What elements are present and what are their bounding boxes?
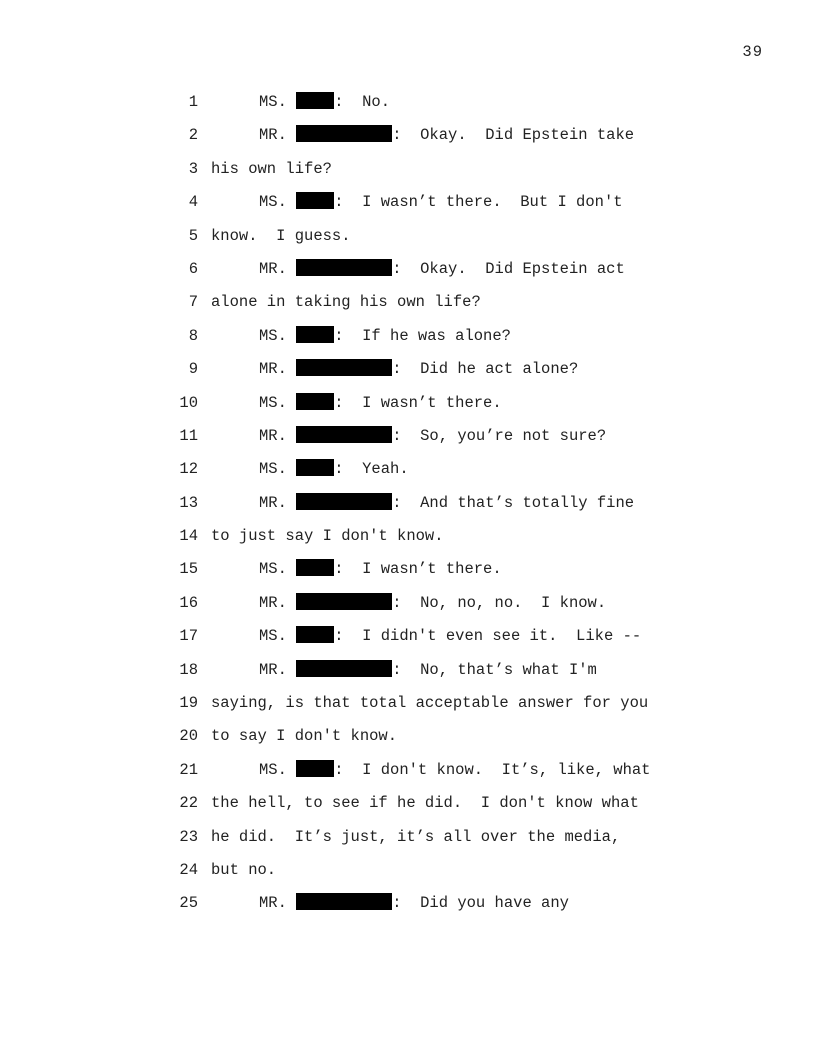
line-text: [259, 320, 511, 353]
spoken-text: : Did he act alone?: [392, 360, 579, 379]
spoken-text: : Okay. Did Epstein act: [392, 259, 625, 278]
transcript-line: [0, 453, 816, 486]
transcript-line: [0, 86, 816, 119]
transcript-line: [0, 320, 816, 353]
transcript-line: [0, 787, 816, 820]
line-text: [259, 587, 606, 620]
transcript-line: [0, 220, 816, 253]
redaction-bar: [296, 125, 392, 142]
line-number: 19: [179, 694, 198, 713]
speaker-title: MR.: [259, 360, 287, 379]
transcript-line: [0, 854, 816, 887]
line-text: [259, 86, 390, 119]
line-number: 12: [179, 460, 198, 479]
transcript-line: [0, 353, 816, 386]
transcript-line: [0, 821, 816, 854]
transcript-line: [0, 420, 816, 453]
line-number: 4: [188, 193, 198, 212]
transcript-line: [0, 654, 816, 687]
line-number: 22: [179, 794, 198, 813]
line-text: [259, 253, 625, 286]
transcript-line: [0, 119, 816, 152]
speaker-title: MR.: [259, 493, 287, 512]
spoken-text: : No, no, no. I know.: [392, 593, 607, 612]
line-number: 16: [179, 593, 198, 612]
transcript-line: [0, 720, 816, 753]
spoken-text: : Did you have any: [392, 894, 569, 913]
line-number: 11: [179, 426, 198, 445]
line-number: 8: [188, 326, 198, 345]
transcript-line: [0, 887, 816, 920]
transcript-line: [0, 620, 816, 653]
speaker-title: MS.: [259, 460, 287, 479]
line-number: 15: [179, 560, 198, 579]
line-text: the hell, to see if he did. I don't know what: [211, 794, 639, 813]
redaction-bar: [296, 660, 392, 677]
line-number: 5: [188, 226, 198, 245]
line-number: 13: [179, 493, 198, 512]
line-text: [259, 487, 634, 520]
line-number: 18: [179, 660, 198, 679]
speaker-title: MR.: [259, 126, 287, 145]
redaction-bar: [296, 393, 334, 410]
redaction-bar: [296, 626, 334, 643]
line-text: [259, 620, 641, 653]
spoken-text: : So, you’re not sure?: [392, 426, 607, 445]
line-number: 6: [188, 259, 198, 278]
speaker-title: MS.: [259, 760, 287, 779]
speaker-title: MR.: [259, 426, 287, 445]
redaction-bar: [296, 493, 392, 510]
line-number: 24: [179, 860, 198, 879]
transcript-line: [0, 186, 816, 219]
line-text: [259, 119, 634, 152]
transcript-line: [0, 754, 816, 787]
speaker-title: MS.: [259, 393, 287, 412]
spoken-text: : If he was alone?: [334, 326, 511, 345]
line-text: [259, 186, 623, 219]
spoken-text: : I don't know. It’s, like, what: [334, 760, 651, 779]
line-text: to just say I don't know.: [211, 527, 444, 546]
line-text: [259, 887, 569, 920]
line-text: his own life?: [211, 159, 332, 178]
line-number: 10: [179, 393, 198, 412]
redaction-bar: [296, 259, 392, 276]
transcript-line: [0, 520, 816, 553]
speaker-title: MS.: [259, 93, 287, 111]
transcript-line: [0, 587, 816, 620]
speaker-title: MR.: [259, 660, 287, 679]
spoken-text: : I didn't even see it. Like --: [334, 627, 642, 646]
redaction-bar: [296, 760, 334, 777]
spoken-text: : Yeah.: [334, 460, 409, 479]
line-number: 21: [179, 760, 198, 779]
line-number: 1: [188, 93, 198, 111]
spoken-text: : No, that’s what I'm: [392, 660, 597, 679]
line-text: [259, 353, 578, 386]
line-number: 23: [179, 827, 198, 846]
redaction-bar: [296, 559, 334, 576]
transcript-line: [0, 387, 816, 420]
line-text: [259, 754, 650, 787]
transcript-line: [0, 553, 816, 586]
line-number: 20: [179, 727, 198, 746]
line-text: [259, 453, 409, 486]
transcript-line: [0, 253, 816, 286]
line-text: alone in taking his own life?: [211, 293, 481, 312]
line-number: 7: [188, 293, 198, 312]
speaker-title: MS.: [259, 560, 287, 579]
line-text: saying, is that total acceptable answer for you: [211, 694, 649, 713]
spoken-text: : I wasn’t there.: [334, 560, 502, 579]
redaction-bar: [296, 92, 334, 109]
line-number: 3: [188, 159, 198, 178]
speaker-title: MS.: [259, 627, 287, 646]
redaction-bar: [296, 426, 392, 443]
line-number: 14: [179, 527, 198, 546]
line-number: 17: [179, 627, 198, 646]
redaction-bar: [296, 593, 392, 610]
transcript-line: [0, 286, 816, 319]
line-text: [259, 553, 502, 586]
line-text: but no.: [211, 860, 277, 879]
line-number: 25: [179, 894, 198, 913]
redaction-bar: [296, 359, 392, 376]
line-text: [259, 387, 502, 420]
line-text: [259, 654, 597, 687]
redaction-bar: [296, 326, 334, 343]
spoken-text: : And that’s totally fine: [392, 493, 635, 512]
speaker-title: MR.: [259, 894, 287, 913]
speaker-title: MR.: [259, 593, 287, 612]
transcript-line: [0, 687, 816, 720]
line-text: to say I don't know.: [211, 727, 398, 746]
line-text: [259, 420, 606, 453]
speaker-title: MR.: [259, 259, 287, 278]
spoken-text: : I wasn’t there.: [334, 393, 502, 412]
transcript-line: [0, 487, 816, 520]
spoken-text: : I wasn’t there. But I don't: [334, 193, 623, 212]
line-number: 9: [188, 360, 198, 379]
speaker-title: MS.: [259, 193, 287, 212]
page-number: 39: [742, 43, 763, 61]
transcript-line: [0, 153, 816, 186]
transcript-body: [0, 86, 816, 921]
line-number: 2: [188, 126, 198, 145]
redaction-bar: [296, 192, 334, 209]
redaction-bar: [296, 893, 392, 910]
redaction-bar: [296, 459, 334, 476]
line-text: know. I guess.: [211, 226, 351, 245]
spoken-text: : No.: [334, 93, 391, 111]
line-text: he did. It’s just, it’s all over the media,: [211, 827, 621, 846]
speaker-title: MS.: [259, 326, 287, 345]
spoken-text: : Okay. Did Epstein take: [392, 126, 635, 145]
